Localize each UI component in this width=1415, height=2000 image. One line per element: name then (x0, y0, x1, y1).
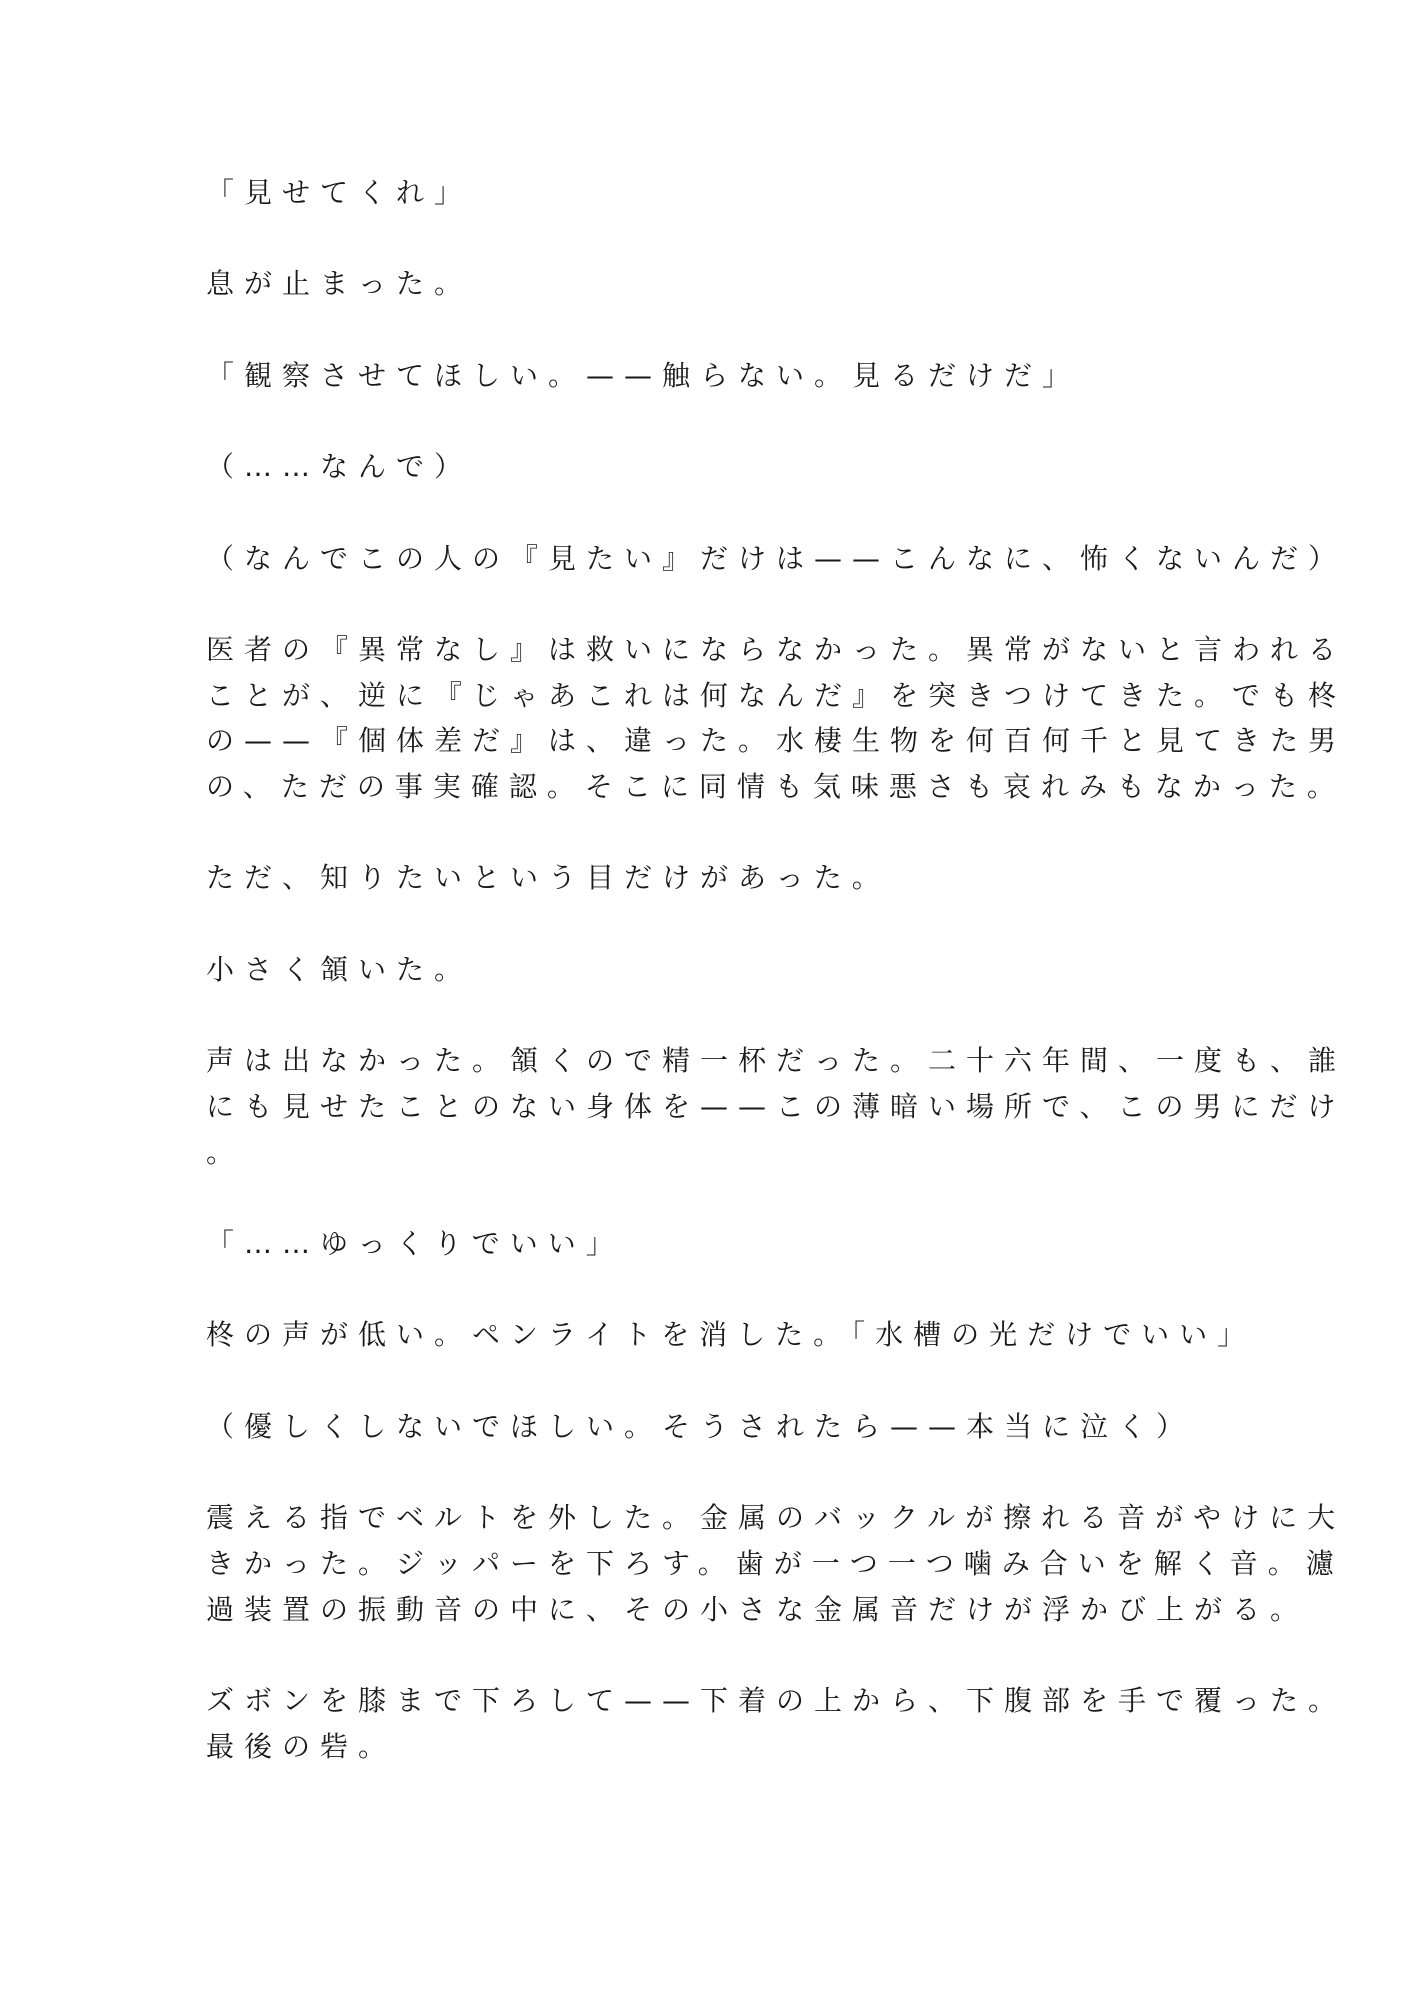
text-line: の——『個体差だ』は、違った。水棲生物を何百何千と見てきた男 (206, 724, 1347, 758)
text-line: 震える指でベルトを外した。金属のバックルが擦れる音がやけに大 (206, 1501, 1346, 1535)
paragraph (206, 1312, 1386, 1358)
text-line: 。 (206, 1135, 245, 1169)
text-line: きかった。ジッパーを下ろす。歯が一つ一つ噛み合いを解く音。濾 (206, 1546, 1344, 1580)
paragraph (206, 1678, 1386, 1769)
text-line: 「観察させてほしい。——触らない。見るだけだ」 (206, 358, 1081, 392)
paragraph (206, 947, 1386, 993)
text-line: 柊の声が低い。ペンライトを消した。「水槽の光だけでいい」 (206, 1318, 1256, 1352)
text-line: （なんでこの人の『見たい』だけは——こんなに、怖くないんだ） (206, 541, 1347, 575)
paragraph (206, 353, 1386, 399)
text-line: にも見せたことのない身体を——この薄暗い場所で、この男にだけ (206, 1089, 1346, 1123)
text-line: ことが、逆に『じゃあこれは何なんだ』を突きつけてきた。でも柊 (206, 678, 1347, 712)
paragraph (206, 261, 1386, 307)
text-line: （……なんで） (206, 450, 473, 484)
paragraph (206, 1038, 1386, 1175)
paragraph (206, 1221, 1386, 1267)
text-line: 息が止まった。 (206, 267, 473, 301)
paragraph (206, 1404, 1386, 1450)
text-line: 最後の砦。 (206, 1729, 397, 1763)
text-line: の、ただの事実確認。そこに同情も気味悪さも哀れみもなかった。 (206, 770, 1345, 804)
paragraph (206, 444, 1386, 490)
text-line: （優しくしないでほしい。そうされたら——本当に泣く） (206, 1409, 1195, 1443)
text-line: 小さく頷いた。 (206, 952, 473, 986)
text-line: 医者の『異常なし』は救いにならなかった。異常がないと言われる (206, 632, 1347, 666)
document-page (206, 170, 1386, 1815)
paragraph (206, 627, 1386, 810)
text-line: ズボンを膝まで下ろして——下着の上から、下腹部を手で覆った。 (206, 1684, 1347, 1717)
paragraph (206, 536, 1386, 582)
paragraph (206, 855, 1386, 901)
text-line: 過装置の振動音の中に、その小さな金属音だけが浮かび上がる。 (206, 1592, 1309, 1626)
text-line: 声は出なかった。頷くので精一杯だった。二十六年間、一度も、誰 (206, 1044, 1347, 1078)
text-line: 「……ゆっくりでいい」 (206, 1227, 624, 1261)
text-line: ただ、知りたいという目だけがあった。 (206, 861, 890, 895)
paragraph (206, 170, 1386, 216)
text-line: 「見せてくれ」 (206, 176, 473, 209)
paragraph (206, 1495, 1386, 1632)
